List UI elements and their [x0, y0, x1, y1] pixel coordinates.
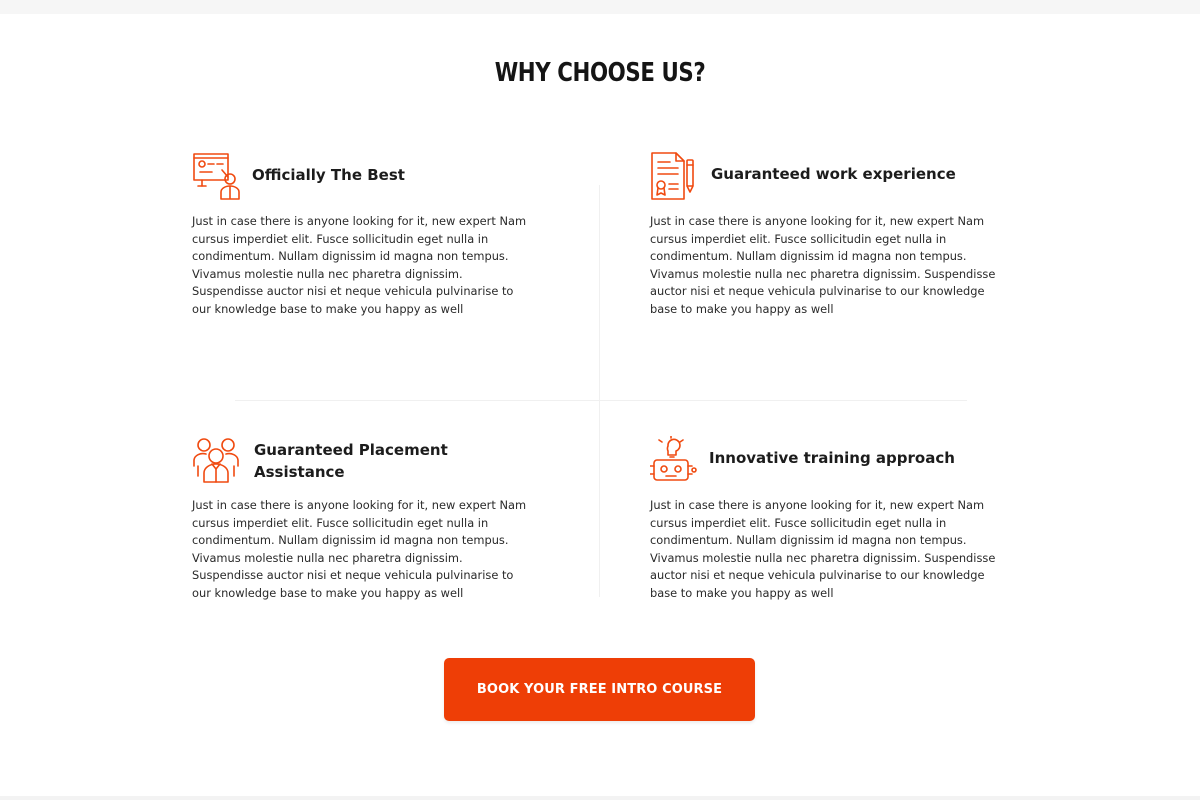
vertical-divider — [599, 185, 600, 597]
certificate-document-icon — [650, 152, 698, 200]
horizontal-divider — [235, 400, 967, 401]
feature-description: Just in case there is anyone looking for it, new expert Nam cursus imperdiet elit. Fusce sollicitudin eget nulla in condimentum. Nullam dignissim id magna non tempus. Vivamus molestie nulla nec pharetra dignissim. Suspendisse auctor nisi et neque vehicula pulvinarise to our knowledge base to make you happy as well — [192, 498, 527, 600]
feature-placement-assistance — [192, 436, 552, 606]
team-group-icon — [192, 436, 240, 484]
feature-description: Just in case there is anyone looking for it, new expert Nam cursus imperdiet elit. Fusce sollicitudin eget nulla in condimentum. Nullam dignissim id magna non tempus. Vivamus molestie nulla nec pharetra dignissim. Suspendisse auctor nisi et neque vehicula pulvinarise to our knowledge base to make you happy as well — [650, 498, 996, 600]
feature-title: Innovative training approach — [709, 449, 955, 467]
feature-description: Just in case there is anyone looking for it, new expert Nam cursus imperdiet elit. Fusce sollicitudin eget nulla in condimentum. Nullam dignissim id magna non tempus. Vivamus molestie nulla nec pharetra dignissim. Suspendisse auctor nisi et neque vehicula pulvinarise to our knowledge base to make you happy as well — [650, 214, 996, 316]
feature-description: Just in case there is anyone looking for it, new expert Nam cursus imperdiet elit. Fusce sollicitudin eget nulla in condimentum. Nullam dignissim id magna non tempus. Vivamus molestie nulla nec pharetra dignissim. Suspendisse auctor nisi et neque vehicula pulvinarise to our knowledge base to make you happy as well — [192, 214, 527, 316]
feature-innovative-training — [650, 436, 1020, 606]
top-strip — [0, 0, 1200, 14]
feature-officially-best — [192, 152, 552, 322]
feature-work-experience — [650, 152, 1020, 322]
bottom-strip — [0, 796, 1200, 800]
feature-title: Officially The Best — [252, 166, 405, 184]
teacher-presentation-icon — [192, 152, 240, 200]
feature-title: Guaranteed Placement Assistance — [254, 441, 448, 481]
book-intro-course-button[interactable]: BOOK YOUR FREE INTRO COURSE — [444, 658, 755, 721]
lightbulb-robot-icon — [650, 436, 698, 484]
section-title: WHY CHOOSE US? — [494, 58, 706, 88]
feature-title: Guaranteed work experience — [711, 165, 956, 183]
